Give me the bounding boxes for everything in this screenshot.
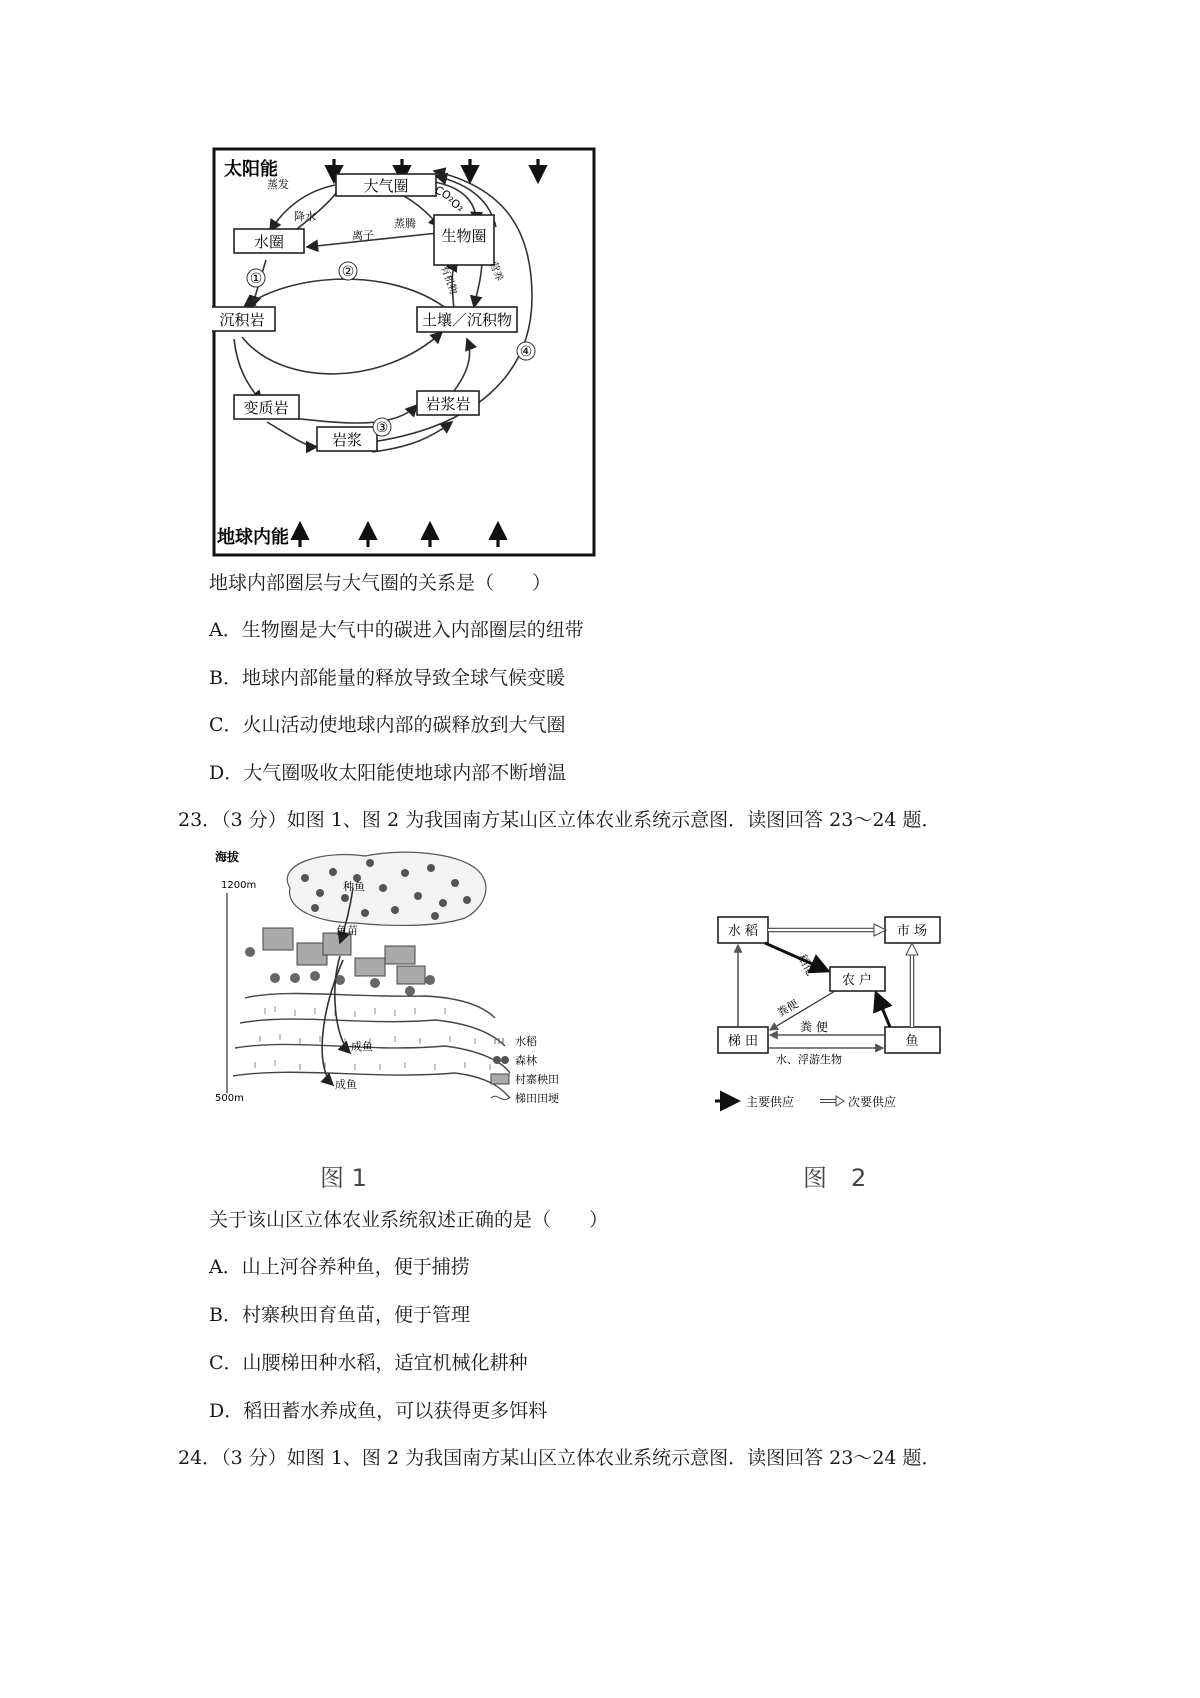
figure1-mountain-sketch	[205, 848, 645, 1128]
svg-text:变质岩: 变质岩	[243, 399, 289, 417]
solar-energy-label: 太阳能	[224, 159, 278, 180]
q22-option-b: B．地球内部能量的释放导致全球气候变暖	[209, 667, 565, 689]
box-fish	[885, 1027, 940, 1053]
box-rice	[718, 917, 768, 943]
box-market	[885, 917, 940, 943]
label-adult-fish-2: 成鱼	[335, 1078, 357, 1091]
svg-text:③: ③	[375, 420, 389, 436]
box-hydrosphere	[234, 229, 304, 253]
label-evaporation: 蒸发	[267, 178, 289, 191]
altitude-axis-title: 海拔	[215, 850, 240, 864]
label-nutrients: 营养	[487, 260, 505, 283]
altitude-1200-label: 1200m	[221, 880, 257, 891]
box-soil-sediment	[417, 307, 517, 332]
svg-text:大气圈: 大气圈	[363, 177, 409, 195]
figure2-legend	[715, 1094, 896, 1109]
label-organic-matter: 有机物	[438, 264, 459, 297]
svg-text:市 场: 市 场	[896, 924, 928, 939]
q24-stem: 24．（3 分）如图 1、图 2 为我国南方某山区立体农业系统示意图．读图回答 23～24 题．	[178, 1447, 941, 1469]
label-adult-fish-1: 成鱼	[351, 1040, 373, 1053]
diagram-frame	[214, 149, 594, 555]
q23-option-c: C．山腰梯田种水稻，适宜机械化耕种	[209, 1352, 528, 1374]
label-ions: 离子	[352, 229, 374, 242]
legend-forest: 森林	[515, 1054, 537, 1067]
label-o2: O₂	[448, 196, 467, 215]
label-transpiration: 蒸腾	[394, 217, 416, 230]
label-breeder-fish: 种鱼	[343, 880, 365, 893]
svg-text:沉积岩: 沉积岩	[219, 311, 265, 329]
q22-option-d: D．大气圈吸收太阳能使地球内部不断增温	[209, 762, 567, 784]
altitude-500-label: 500m	[215, 1093, 244, 1104]
legend-terrace-ridge: 梯田田埂	[515, 1092, 559, 1105]
box-farmer	[830, 967, 885, 991]
q23-question: 关于该山区立体农业系统叙述正确的是（ ）	[209, 1209, 609, 1231]
svg-text:水圈: 水圈	[253, 233, 285, 251]
svg-text:农 户: 农 户	[841, 973, 873, 988]
q23-stem: 23．（3 分）如图 1、图 2 为我国南方某山区立体农业系统示意图．读图回答 23～24 题．	[178, 809, 941, 831]
legend-rice: 水稻	[515, 1035, 537, 1048]
figure1-legend	[491, 1034, 559, 1105]
svg-text:岩浆岩: 岩浆岩	[425, 395, 471, 413]
svg-text:生物圈: 生物圈	[441, 227, 487, 245]
svg-text:水 稻: 水 稻	[727, 924, 759, 939]
sphere-cycle-diagram	[212, 147, 597, 559]
svg-text:①: ①	[249, 271, 263, 287]
circled-number-4	[517, 342, 535, 360]
legend-village-paddy: 村寨秧田	[515, 1073, 559, 1086]
q22-option-c: C．火山活动使地球内部的碳释放到大气圈	[209, 714, 566, 736]
internal-energy-label: 地球内能	[217, 527, 289, 548]
q22-stem: 地球内部圈层与大气圈的关系是（ ）	[209, 572, 552, 594]
label-precipitation: 降水	[294, 210, 316, 223]
circled-number-3	[373, 418, 391, 436]
q22-option-a: A．生物圈是大气中的碳进入内部圈层的纽带	[209, 619, 584, 641]
box-sedimentary-rock	[212, 307, 275, 331]
figure2-flow-diagram	[710, 905, 950, 1130]
label-co2: CO₂	[432, 183, 457, 205]
box-magma	[317, 427, 377, 451]
figure2-caption: 图 2	[803, 1164, 867, 1192]
rice-marks	[255, 1006, 490, 1070]
label-water-plankton: 水、浮游生物	[776, 1053, 842, 1066]
box-biosphere	[434, 215, 494, 265]
svg-text:梯 田: 梯 田	[727, 1034, 759, 1049]
label-straw: 稻化	[795, 952, 818, 978]
q23-option-a: A．山上河谷养种鱼，便于捕捞	[209, 1256, 470, 1278]
figure1-caption: 图 1	[320, 1164, 367, 1192]
svg-text:鱼: 鱼	[905, 1034, 919, 1049]
circled-number-2	[339, 262, 357, 280]
label-manure: 粪 便	[800, 1020, 828, 1034]
label-fish-fry: 鱼苗	[336, 924, 358, 937]
circled-number-1	[247, 269, 265, 287]
q23-option-d: D．稻田蓄水养成鱼，可以获得更多饵料	[209, 1400, 548, 1422]
box-atmosphere	[336, 174, 436, 196]
label-manure-diagonal: 粪便	[775, 997, 801, 1020]
svg-text:④: ④	[519, 344, 533, 360]
legend-main-supply: 主要供应	[746, 1095, 795, 1109]
svg-text:岩浆: 岩浆	[331, 431, 363, 449]
q23-option-b: B．村寨秧田育鱼苗，便于管理	[209, 1304, 470, 1326]
svg-text:②: ②	[341, 264, 355, 280]
box-terrace	[718, 1027, 768, 1053]
legend-minor-supply: 次要供应	[848, 1095, 897, 1109]
box-magmatic-rock	[417, 391, 479, 415]
svg-text:土壤／沉积物: 土壤／沉积物	[421, 311, 513, 329]
box-metamorphic-rock	[234, 395, 299, 419]
fish-flow-arrow-2	[335, 956, 350, 1053]
